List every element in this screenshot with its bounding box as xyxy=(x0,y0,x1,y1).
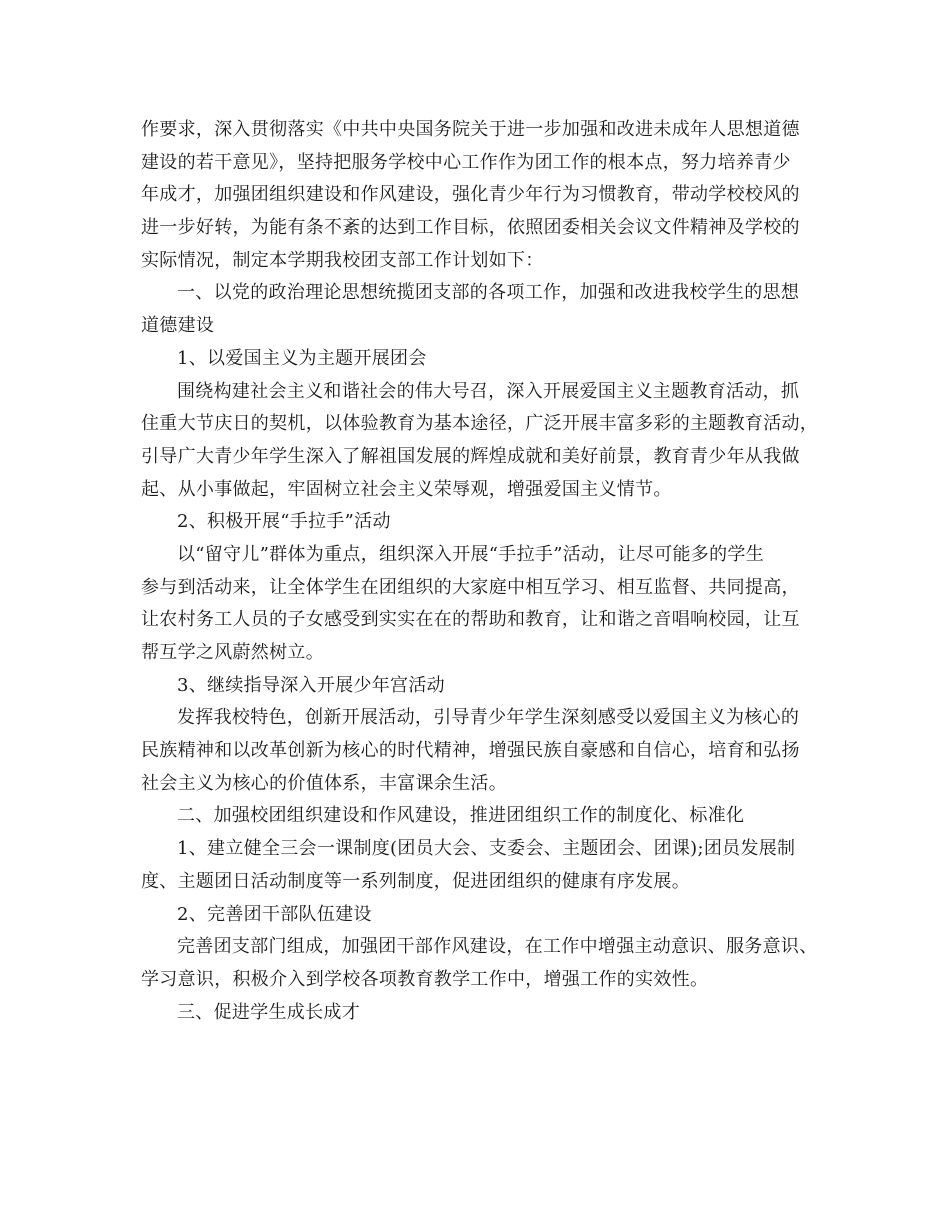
subheading-2-2: 2、完善团干部队伍建设 xyxy=(177,903,372,925)
body-line: 社会主义为核心的价值体系，丰富课余生活。 xyxy=(141,772,507,794)
body-line: 围绕构建社会主义和谐社会的伟大号召，深入开展爱国主义主题教育活动，抓 xyxy=(177,380,800,402)
subheading-1-1: 1、以爱国主义为主题开展团会 xyxy=(177,347,427,369)
body-line: 引导广大青少年学生深入了解祖国发展的辉煌成就和美好前景，教育青少年从我做 xyxy=(141,445,800,467)
body-line: 发挥我校特色，创新开展活动，引导青少年学生深刻感受以爱国主义为核心的 xyxy=(177,707,800,729)
body-line: 实际情况，制定本学期我校团支部工作计划如下： xyxy=(141,249,544,271)
section-heading-1-cont: 道德建设 xyxy=(141,315,215,337)
body-line: 年成才，加强团组织建设和作风建设，强化青少年行为习惯教育，带动学校校风的 xyxy=(141,184,800,206)
body-line: 让农村务工人员的子女感受到实实在在的帮助和教育，让和谐之音唱响校园，让互 xyxy=(141,609,800,631)
body-line: 参与到活动来，让全体学生在团组织的大家庭中相互学习、相互监督、共同提高， xyxy=(141,576,800,598)
body-line: 民族精神和以改革创新为核心的时代精神，增强民族自豪感和自信心，培育和弘扬 xyxy=(141,740,800,762)
body-line: 建设的若干意见》，坚持把服务学校中心工作作为团工作的根本点，努力培养青少 xyxy=(141,151,791,173)
body-line: 进一步好转，为能有条不紊的达到工作目标，依照团委相关会议文件精神及学校的 xyxy=(141,217,800,239)
body-line: 起、从小事做起，牢固树立社会主义荣辱观，增强爱国主义情节。 xyxy=(141,478,672,500)
section-heading-3: 三、促进学生成长成才 xyxy=(177,1001,360,1023)
body-line: 住重大节庆日的契机，以体验教育为基本途径，广泛开展丰富多彩的主题教育活动， xyxy=(141,413,819,435)
body-line: 帮互学之风蔚然树立。 xyxy=(141,642,324,663)
document-body xyxy=(141,114,819,1029)
body-line: 学习意识，积极介入到学校各项教育教学工作中，增强工作的实效性。 xyxy=(141,968,709,990)
body-line: 作要求，深入贯彻落实《中共中央国务院关于进一步加强和改进未成年人思想道德 xyxy=(141,119,800,140)
section-heading-2: 二、加强校团组织建设和作风建设，推进团组织工作的制度化、标准化 xyxy=(177,805,745,827)
section-heading-1: 一、以党的政治理论思想统揽团支部的各项工作，加强和改进我校学生的思想 xyxy=(177,282,800,304)
body-line: 完善团支部门组成，加强团干部作风建设，在工作中增强主动意识、服务意识、 xyxy=(177,936,818,958)
body-line: 以“留守儿”群体为重点，组织深入开展“手拉手”活动，让尽可能多的学生 xyxy=(177,543,765,565)
subheading-1-2: 2、积极开展“手拉手”活动 xyxy=(177,511,391,533)
subheading-1-3: 3、继续指导深入开展少年宫活动 xyxy=(177,674,445,696)
body-line: 度、主题团日活动制度等一系列制度，促进团组织的健康有序发展。 xyxy=(141,870,690,892)
subheading-2-1: 1、建立健全三会一课制度(团员大会、支委会、主题团会、团课);团员发展制 xyxy=(177,838,796,860)
